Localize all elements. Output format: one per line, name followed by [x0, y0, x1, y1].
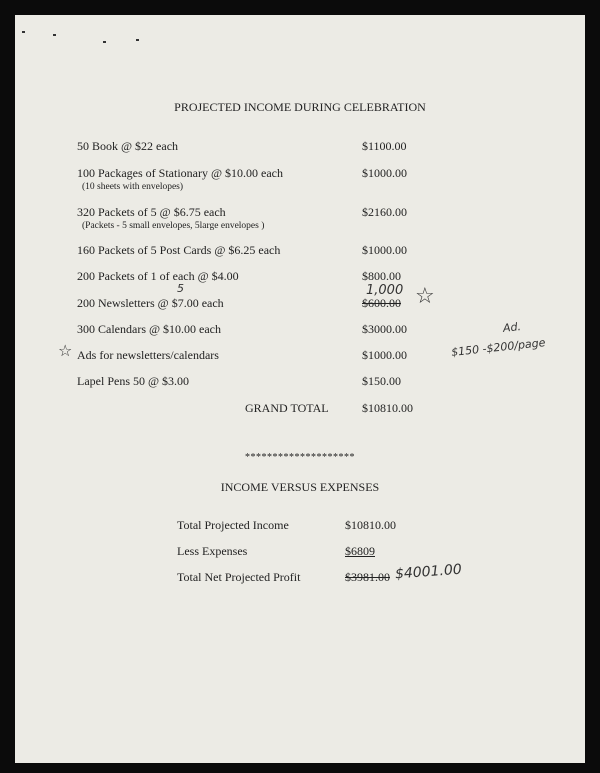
line-item-amount: $2160.00 [362, 205, 407, 219]
handwritten-correction: 5 [177, 282, 184, 295]
handwritten-correction: 1,000 [366, 283, 404, 298]
section-divider: ******************** [245, 452, 355, 463]
line-item-label: 200 Packets of 1 of each @ $4.00 [77, 269, 239, 283]
summary-label: Less Expenses [177, 544, 248, 558]
page-title: PROJECTED INCOME DURING CELEBRATION [174, 100, 426, 114]
handwritten-correction: $4001.00 [394, 561, 463, 583]
summary-label: Total Projected Income [177, 518, 289, 532]
speck [103, 41, 106, 43]
line-item-amount: $3000.00 [362, 322, 407, 336]
line-item-label: Ads for newsletters/calendars [77, 348, 219, 362]
line-item-amount: $600.00 [362, 296, 401, 310]
line-item-amount: $1100.00 [362, 139, 407, 153]
speck [136, 39, 139, 41]
handwritten-note: $150 -$200/page [450, 336, 547, 359]
grand-total-amount: $10810.00 [362, 401, 413, 415]
speck [53, 34, 56, 36]
line-item-label: 300 Calendars @ $10.00 each [77, 322, 222, 336]
line-item-label: 160 Packets of 5 Post Cards @ $6.25 each [77, 243, 281, 257]
line-item-amount: $1000.00 [362, 243, 407, 257]
line-item-amount: $1000.00 [362, 348, 407, 362]
summary-amount: $10810.00 [345, 518, 396, 532]
line-item-amount: $800.00 [362, 269, 401, 283]
star-icon: ☆ [415, 284, 435, 309]
line-item-label: 200 Newsletters @ $7.00 each [77, 296, 224, 310]
star-icon: ☆ [58, 341, 73, 360]
line-item-amount: $150.00 [362, 374, 401, 388]
line-item-amount: $1000.00 [362, 166, 407, 180]
line-item-label: Lapel Pens 50 @ $3.00 [77, 374, 190, 388]
line-item-label: 100 Packages of Stationary @ $10.00 each [77, 166, 283, 180]
handwritten-note: Ad. [502, 320, 522, 335]
line-item-note: (Packets - 5 small envelopes, 5large envelopes ) [82, 221, 265, 231]
speck [22, 31, 25, 33]
line-item-label: 50 Book @ $22 each [77, 139, 179, 153]
summary-amount: $6809 [345, 544, 375, 558]
line-item-label: 320 Packets of 5 @ $6.75 each [77, 205, 226, 219]
line-item-note: (10 sheets with envelopes) [82, 182, 184, 192]
summary-amount: $3981.00 [345, 570, 390, 584]
summary-label: Total Net Projected Profit [177, 570, 301, 584]
document-page [15, 15, 585, 763]
section-title: INCOME VERSUS EXPENSES [220, 480, 380, 494]
grand-total-label: GRAND TOTAL [245, 401, 329, 415]
